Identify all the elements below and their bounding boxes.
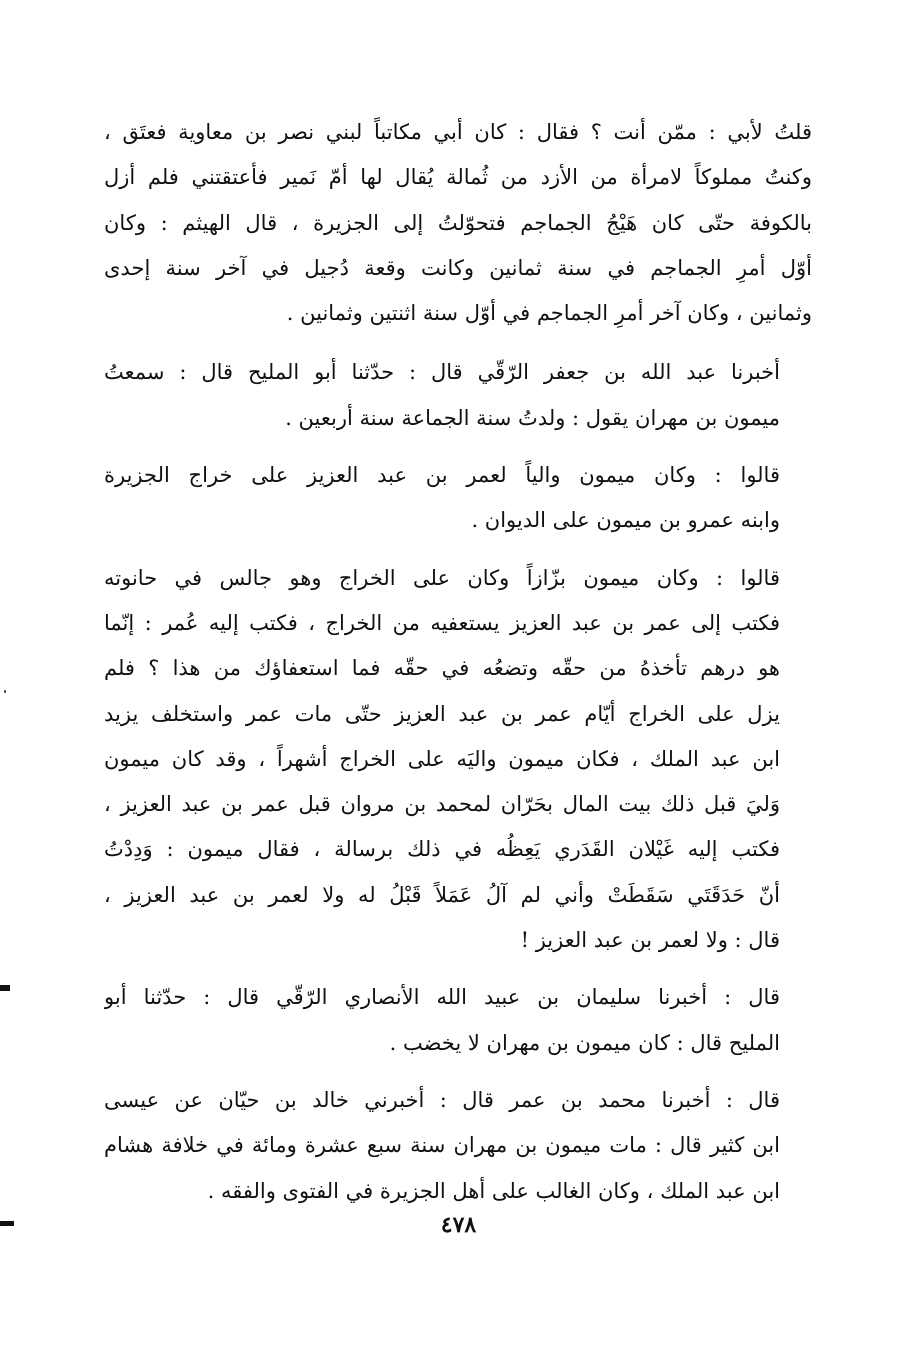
paragraph — [104, 556, 812, 964]
text-line: ابن كثير قال : مات ميمون بن مهران سنة سبع عشرة ومائة في خلافة هشام — [104, 1133, 780, 1158]
paragraph — [104, 110, 812, 336]
text-line: قالوا : وكان ميمون بزّازاً وكان على الخراج وهو جالس في حانوته — [104, 565, 780, 590]
text-line: وَليَ قبل ذلك بيت المال بحَرّان لمحمد بن مروان قبل عمر بن عبد العزيز ، — [104, 792, 780, 817]
text-line: فكتب إلى عمر بن عبد العزيز يستعفيه من الخراج ، فكتب إليه عُمر : إنّما — [104, 610, 780, 635]
body-text — [104, 110, 812, 1214]
text-line: قالوا : وكان ميمون والياً لعمر بن عبد العزيز على خراج الجزيرة — [104, 463, 780, 488]
text-line: أخبرنا عبد الله بن جعفر الرّقّي قال : حدّثنا أبو المليح قال : سمعتُ — [104, 360, 780, 385]
text-line: يزل على الخراج أيّام عمر بن عبد العزيز حتّى مات عمر واستخلف يزيد — [104, 701, 780, 726]
text-line: قال : أخبرنا محمد بن عمر قال : أخبرني خالد بن حيّان عن عيسى — [104, 1087, 780, 1112]
text-line: فكتب إليه غَيْلان القَدَري يَعِظُه في ذلك برسالة ، فقال ميمون : وَدِدْتُ — [104, 837, 780, 862]
paragraph — [104, 350, 812, 441]
text-line: المليح قال : كان ميمون بن مهران لا يخضب . — [389, 1030, 780, 1055]
scan-speck — [4, 690, 6, 693]
scan-edge-mark — [0, 985, 10, 991]
text-line: بالكوفة حتّى كان هَيْجُ الجماجم فتحوّلتُ إلى الجزيرة ، قال الهيثم : وكان — [104, 210, 812, 235]
text-line: قلتُ لأبي : ممّن أنت ؟ فقال : كان أبي مكاتباً لبني نصر بن معاوية فعتَق ، — [104, 120, 812, 144]
text-line: قال : ولا لعمر بن عبد العزيز ! — [520, 928, 780, 953]
text-line: ميمون بن مهران يقول : ولدتُ سنة الجماعة سنة أربعين . — [285, 405, 780, 430]
paragraph — [104, 453, 812, 544]
page-number: ٤٧٨ — [440, 1212, 477, 1238]
text-line: وكنتُ مملوكاً لامرأة من الأزد من ثُمالة يُقال لها أمّ نَمير فأعتقتني فلم أزل — [104, 165, 812, 190]
paragraph — [104, 975, 812, 1066]
scan-edge-mark — [0, 1221, 14, 1226]
text-line: ابن عبد الملك ، فكان ميمون واليَه على الخراج أشهراً ، وقد كان ميمون — [104, 746, 780, 771]
text-line: وثمانين ، وكان آخر أمرِ الجماجم في أوّل سنة اثنتين وثمانين . — [286, 301, 812, 326]
text-line: أوّل أمرِ الجماجم في سنة ثمانين وكانت وقعة دُجيل في آخر سنة إحدى — [104, 255, 812, 280]
text-line: ابن عبد الملك ، وكان الغالب على أهل الجزيرة في الفتوى والفقه . — [207, 1178, 780, 1203]
text-line: أنّ حَدَقَتَي سَقَطَتْ وأني لم آلُ عَمَلاً قَبْلُ له ولا لعمر بن عبد العزيز ، — [104, 882, 780, 907]
text-line: هو درهم تأخذهُ من حقّه وتضعُه في حقّه فما استعفاؤك من هذا ؟ فلم — [104, 656, 780, 681]
text-line: وابنه عمرو بن ميمون على الديوان . — [471, 508, 780, 533]
paragraph — [104, 1078, 812, 1214]
text-line: قال : أخبرنا سليمان بن عبيد الله الأنصاري الرّقّي قال : حدّثنا أبو — [104, 985, 780, 1010]
